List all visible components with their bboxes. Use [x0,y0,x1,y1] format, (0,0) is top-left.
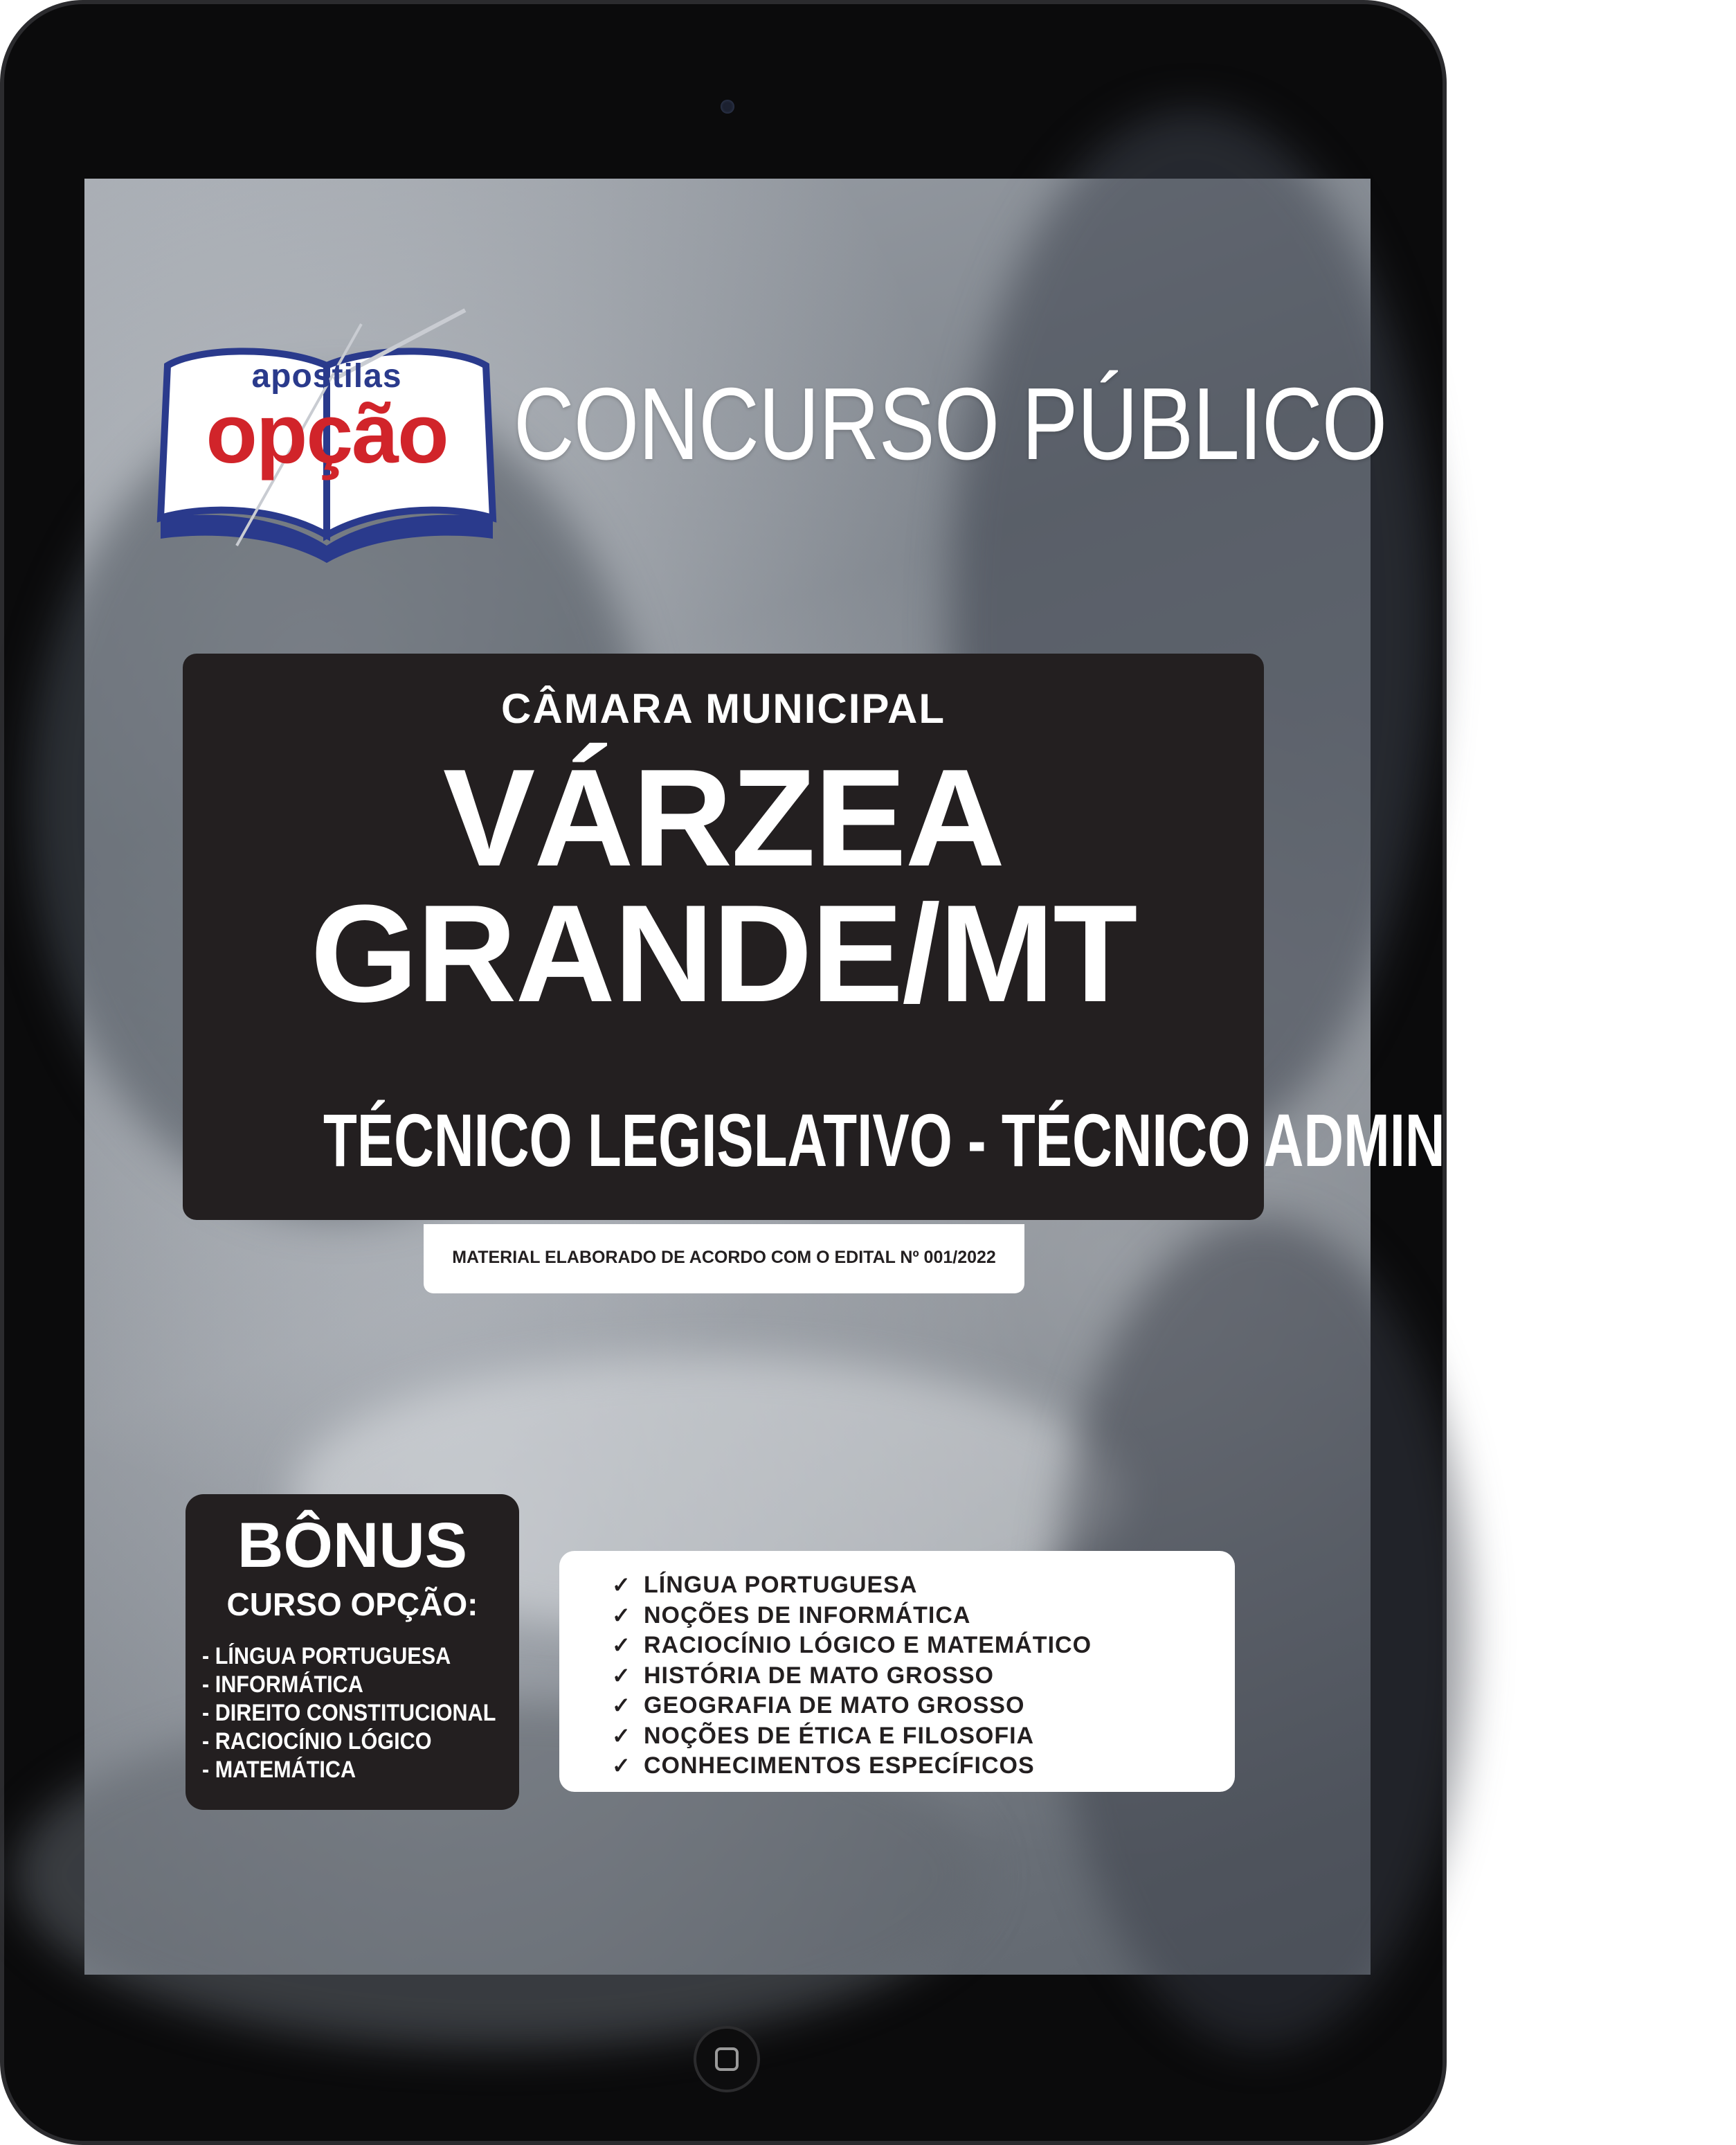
check-icon: ✓ [612,1572,631,1597]
subject-item [612,1661,1092,1691]
subjects-list [612,1570,1092,1781]
subject-label: NOÇÕES DE ÉTICA E FILOSOFIA [644,1722,1035,1749]
bonus-item: - RACIOCÍNIO LÓGICO [202,1728,432,1754]
logo-brand-text: opção [206,386,448,481]
subject-label: LÍNGUA PORTUGUESA [644,1572,918,1598]
bonus-title: BÔNUS [237,1510,468,1581]
edital-badge [424,1224,1024,1293]
subject-label: GEOGRAFIA DE MATO GROSSO [644,1692,1025,1718]
check-icon: ✓ [612,1693,631,1718]
subject-item [612,1721,1092,1752]
subjects-panel [559,1551,1235,1792]
subject-item [612,1631,1092,1661]
logo-small-text: apostilas [251,358,402,395]
bonus-item: - LÍNGUA PORTUGUESA [202,1643,451,1669]
bonus-subtitle: CURSO OPÇÃO: [226,1586,478,1622]
check-icon: ✓ [612,1723,631,1748]
bonus-panel [186,1494,519,1810]
subject-item [612,1691,1092,1721]
subject-label: HISTÓRIA DE MATO GROSSO [644,1662,994,1689]
bonus-list [202,1642,514,1784]
city-line-1: VÁRZEA [442,741,1004,895]
cover-screen [84,179,1736,1975]
subject-label: RACIOCÍNIO LÓGICO E MATEMÁTICO [644,1632,1092,1658]
check-icon: ✓ [612,1753,631,1778]
headline: CONCURSO PÚBLICO [514,367,1387,481]
subject-label: NOÇÕES DE INFORMÁTICA [644,1601,971,1628]
subject-label: CONHECIMENTOS ESPECÍFICOS [644,1752,1035,1779]
bonus-item: - MATEMÁTICA [202,1757,356,1783]
camera-icon [721,100,734,114]
home-button[interactable] [694,2026,760,2092]
apostilas-opcao-logo [154,338,500,566]
institution-title: CÂMARA MUNICIPAL [501,685,946,732]
home-icon [715,2047,739,2071]
subject-item [612,1751,1092,1781]
check-icon: ✓ [612,1602,631,1628]
subject-item [612,1601,1092,1631]
title-panel [183,654,1736,1220]
city-title [183,741,1264,1031]
subject-item [612,1570,1092,1601]
bonus-item: - INFORMÁTICA [202,1671,363,1698]
city-line-2: GRANDE/MT [310,877,1137,1031]
check-icon: ✓ [612,1633,631,1658]
edital-text: MATERIAL ELABORADO DE ACORDO COM O EDITAL Nº 001/2022 [452,1248,996,1267]
check-icon: ✓ [612,1662,631,1688]
bonus-item: - DIREITO CONSTITUCIONAL [202,1700,496,1726]
role-title: TÉCNICO LEGISLATIVO - TÉCNICO ADMINISTRATIVO [323,1098,1736,1182]
